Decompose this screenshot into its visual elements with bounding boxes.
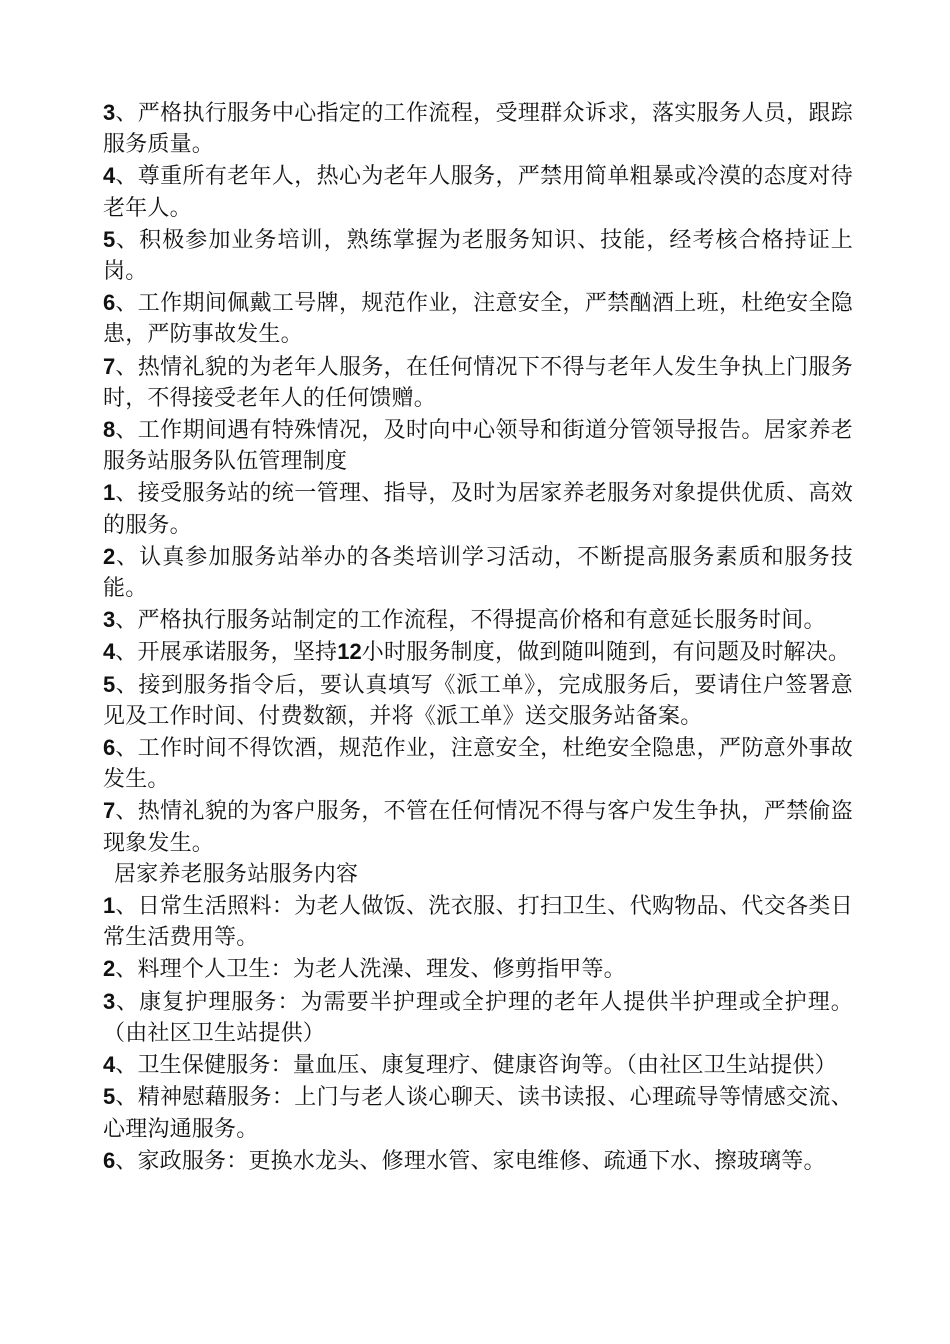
paragraph-text: 、接到服务指令后，要认真填写《派工单》，完成服务后，要请住户签署意见及工作时间、付费数额，并将《派工单》送交服务站备案。: [103, 672, 853, 729]
paragraph-text: 、尊重所有老年人，热心为老年人服务，严禁用简单粗暴或冷漠的态度对待老年人。: [103, 164, 853, 221]
paragraph-2: [103, 160, 853, 223]
item-number: 1: [103, 480, 116, 506]
item-number: 8: [103, 417, 116, 443]
paragraph-7: [103, 477, 853, 540]
paragraph-text: 、精神慰藉服务：上门与老人谈心聊天、读书读报、心理疏导等情感交流、心理沟通服务。: [103, 1085, 853, 1142]
item-number: 7: [103, 353, 116, 379]
paragraph-19: [103, 1081, 853, 1144]
document-page: [103, 97, 853, 1177]
item-number: 6: [103, 735, 116, 761]
item-number: 1: [103, 893, 116, 919]
paragraph-8: [103, 541, 853, 604]
paragraph-text: 、接受服务站的统一管理、指导，及时为居家养老服务对象提供优质、高效的服务。: [103, 481, 853, 538]
paragraph-4: [103, 287, 853, 350]
paragraph-text: 、认真参加服务站举办的各类培训学习活动，不断提高服务素质和服务技能。: [103, 544, 853, 602]
paragraph-10: [103, 636, 853, 668]
paragraph-1: [103, 97, 853, 160]
item-number: 4: [103, 639, 116, 665]
paragraph-text: 、热情礼貌的为老年人服务，在任何情况下不得与老年人发生争执上门服务时，不得接受老年人的任何馈赠。: [103, 354, 853, 411]
paragraph-3: [103, 224, 853, 287]
paragraph-16: [103, 953, 853, 985]
paragraph-20: [103, 1145, 853, 1177]
paragraph-text: 、康复护理服务：为需要半护理或全护理的老年人提供半护理或全护理。（由社区卫生站提供）: [103, 989, 853, 1046]
paragraph-12: [103, 732, 853, 795]
paragraph-text: 、积极参加业务培训，熟练掌握为老服务知识、技能，经考核合格持证上岗。: [103, 227, 853, 285]
item-number: 5: [103, 1084, 116, 1110]
item-number: 2: [103, 956, 116, 982]
paragraph-text: 、严格执行服务中心指定的工作流程，受理群众诉求，落实服务人员，跟踪服务质量。: [103, 101, 853, 158]
item-number: 3: [103, 607, 116, 633]
paragraph-6: [103, 414, 853, 477]
paragraph-17: [103, 986, 853, 1049]
item-number: 4: [103, 1052, 116, 1078]
item-number: 3: [103, 988, 116, 1014]
paragraph-18: [103, 1049, 853, 1081]
paragraph-13: [103, 795, 853, 858]
item-number: 2: [103, 543, 116, 569]
paragraph-text: 、工作时间不得饮酒，规范作业，注意安全，杜绝安全隐患，严防意外事故发生。: [103, 736, 853, 793]
paragraph-text: 、卫生保健服务：量血压、康复理疗、健康咨询等。（由社区卫生站提供）: [115, 1053, 837, 1079]
section-heading-text: 居家养老服务站服务内容: [114, 861, 359, 887]
item-number: 6: [103, 290, 116, 316]
paragraph-text: 小时服务制度，做到随叫随到，有问题及时解决。: [361, 640, 851, 666]
inline-number: 12: [337, 639, 362, 665]
paragraph-text: 、工作期间佩戴工号牌，规范作业，注意安全，严禁酗酒上班，杜绝安全隐患，严防事故发生。: [103, 291, 853, 348]
paragraph-text: 、料理个人卫生：为老人洗澡、理发、修剪指甲等。: [115, 957, 626, 983]
paragraph-5: [103, 351, 853, 414]
paragraph-text: 、家政服务：更换水龙头、修理水管、家电维修、疏通下水、擦玻璃等。: [115, 1148, 826, 1174]
paragraph-15: [103, 890, 853, 953]
paragraph-text: 、开展承诺服务，坚持: [115, 640, 338, 666]
item-number: 3: [103, 100, 116, 125]
paragraph-text: 、日常生活照料：为老人做饭、洗衣服、打扫卫生、代购物品、代交各类日常生活费用等。: [103, 894, 853, 951]
item-number: 7: [103, 798, 116, 824]
item-number: 5: [103, 671, 116, 697]
section-heading: [103, 859, 853, 890]
item-number: 6: [103, 1147, 116, 1173]
item-number: 5: [103, 226, 116, 252]
item-number: 4: [103, 163, 116, 189]
paragraph-9: [103, 604, 853, 636]
paragraph-text: 、严格执行服务站制定的工作流程，不得提高价格和有意延长服务时间。: [115, 608, 826, 634]
paragraph-11: [103, 669, 853, 732]
paragraph-text: 、热情礼貌的为客户服务，不管在任何情况不得与客户发生争执，严禁偷盗现象发生。: [103, 799, 853, 856]
paragraph-text: 、工作期间遇有特殊情况，及时向中心领导和街道分管领导报告。居家养老服务站服务队伍管理制度: [103, 418, 853, 475]
